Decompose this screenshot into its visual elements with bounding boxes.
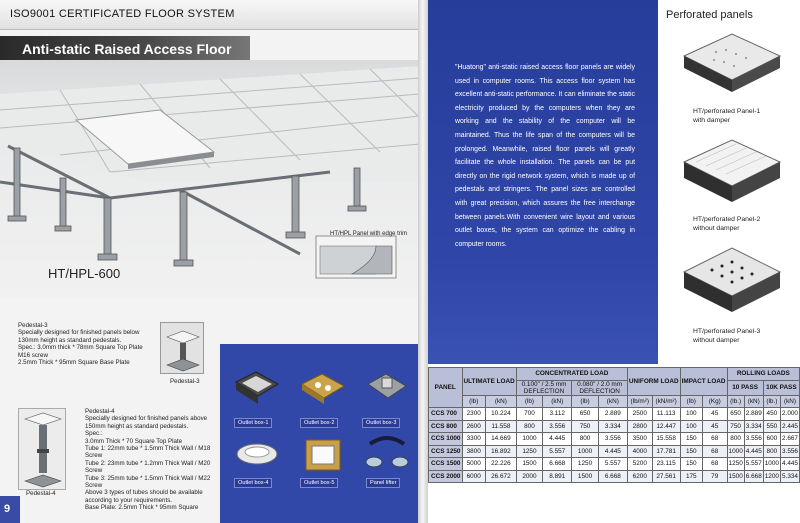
- table-cell: 600: [763, 433, 780, 446]
- table-cell: 6000: [462, 470, 485, 483]
- table-cell: 16.892: [485, 445, 516, 458]
- table-cell: 5.557: [744, 458, 763, 471]
- table-cell: 68: [702, 458, 727, 471]
- table-cell: 4.445: [543, 433, 572, 446]
- outlet-box-2-caption: Outlet box-2: [300, 418, 338, 428]
- table-cell: 550: [763, 420, 780, 433]
- pedestal-4-image: [18, 408, 66, 490]
- outlet-box-2-image: [298, 368, 348, 414]
- table-cell: 3.556: [598, 433, 627, 446]
- spec-line: Screw: [85, 452, 103, 460]
- pedestal-3-caption: Pedestal-3: [170, 378, 200, 385]
- unit-cell: (kN): [485, 395, 516, 408]
- table-cell: 23.115: [652, 458, 680, 471]
- table-cell: 3800: [462, 445, 485, 458]
- pedestal-4-spec: [85, 408, 230, 512]
- spec-line: Above 3 types of tubes should be available: [85, 489, 203, 497]
- table-cell: 3300: [462, 433, 485, 446]
- table-cell: 3500: [627, 433, 652, 446]
- page-number-box: [0, 496, 20, 523]
- table-cell: 6.668: [598, 470, 627, 483]
- spec-line: M16 screw: [18, 351, 48, 359]
- unit-cell: (kN): [780, 395, 799, 408]
- table-cell: 150: [680, 433, 702, 446]
- header-uniform-load: UNIFORM LOAD: [627, 368, 680, 396]
- table-cell: 5200: [627, 458, 652, 471]
- book-spine: [418, 0, 428, 523]
- spec-line: Tube 2: 23mm tube * 1.2mm Thick Wall / M20: [85, 459, 211, 467]
- table-cell: 700: [516, 408, 542, 421]
- table-cell: 5.557: [598, 458, 627, 471]
- table-cell: 2.889: [598, 408, 627, 421]
- header-ultimate-load: ULTIMATE LOAD: [462, 368, 516, 396]
- table-cell: 1200: [763, 470, 780, 483]
- header-impact-load: IMPACT LOAD: [680, 368, 727, 396]
- table-cell: 800: [727, 433, 744, 446]
- panel-lifter-caption: Panel lifter: [366, 478, 400, 488]
- table-cell: 2.000: [780, 408, 799, 421]
- table-cell: 4000: [627, 445, 652, 458]
- outlet-box-5-caption: Outlet box-5: [300, 478, 338, 488]
- table-cell: 4.445: [598, 445, 627, 458]
- table-cell: 4.445: [780, 458, 799, 471]
- spec-line: 130mm height as standard pedestals.: [18, 336, 122, 344]
- panel-name-cell: CCS 700: [429, 408, 463, 421]
- outlet-box-4-image: [232, 434, 282, 480]
- outlet-grid: [220, 344, 420, 523]
- table-cell: 650: [572, 408, 598, 421]
- table-cell: 5.557: [543, 445, 572, 458]
- header-strip: [0, 0, 420, 30]
- perforated-panel-1-caption: [693, 107, 760, 125]
- panel-name-cell: CCS 1500: [429, 458, 463, 471]
- spec-line: 3.0mm Thick * 70 Square Top Plate: [85, 437, 183, 445]
- table-cell: 800: [572, 433, 598, 446]
- table-cell: 3.334: [598, 420, 627, 433]
- inset-label: HT/HPL Panel with edge trim: [330, 231, 408, 237]
- table-cell: 2.445: [780, 420, 799, 433]
- table-cell: 15.558: [652, 433, 680, 446]
- table-cell: 1250: [727, 458, 744, 471]
- table-cell: 1000: [516, 433, 542, 446]
- table-cell: 650: [727, 408, 744, 421]
- unit-cell: (lb.): [727, 395, 744, 408]
- header-deflection-2-0: 0.080" / 2.0 mm DEFLECTION: [572, 380, 628, 395]
- table-row: [429, 470, 800, 483]
- table-cell: 3.556: [744, 433, 763, 446]
- header-concentrated-load: CONCENTRATED LOAD: [516, 368, 627, 381]
- table-cell: 175: [680, 470, 702, 483]
- caption-line: with damper: [693, 117, 731, 124]
- table-cell: 5000: [462, 458, 485, 471]
- outlet-box-3-image: [362, 368, 412, 414]
- spec-line: 2.5mm Thick * 95mm Square Base Plate: [18, 359, 130, 367]
- table-cell: 45: [702, 420, 727, 433]
- unit-cell: (kN): [543, 395, 572, 408]
- table-cell: 2600: [462, 420, 485, 433]
- unit-cell: (kN): [598, 395, 627, 408]
- panel-lifter-image: [362, 432, 412, 478]
- caption-line: without damper: [693, 225, 740, 232]
- table-cell: 2500: [627, 408, 652, 421]
- panel-name-cell: CCS 1250: [429, 445, 463, 458]
- table-cell: 3.112: [543, 408, 572, 421]
- table-body: [429, 408, 800, 483]
- table-cell: 26.672: [485, 470, 516, 483]
- table-cell: 1250: [572, 458, 598, 471]
- table-cell: 1500: [516, 458, 542, 471]
- caption-line: HT/perforated Panel-2: [693, 216, 761, 223]
- table-row: [429, 433, 800, 446]
- table-cell: 10.224: [485, 408, 516, 421]
- table-cell: 68: [702, 445, 727, 458]
- caption-line: HT/perforated Panel-3: [693, 328, 761, 335]
- header-text: ISO9001 CERTIFICATED FLOOR SYSTEM: [10, 8, 235, 20]
- table-cell: 1000: [572, 445, 598, 458]
- table-cell: 800: [763, 445, 780, 458]
- unit-cell: (kN): [744, 395, 763, 408]
- table-cell: 800: [516, 420, 542, 433]
- unit-cell: (lb): [462, 395, 485, 408]
- spec-line: Specially designed for finished panels above: [85, 415, 208, 423]
- unit-cell: (kN/m²): [652, 395, 680, 408]
- page-number: 9: [4, 503, 11, 515]
- table-cell: 100: [680, 408, 702, 421]
- spec-line: Pedestal-3: [18, 322, 48, 329]
- spec-line: Tube 3: 25mm tube * 1.5mm Thick Wall / M22: [85, 474, 211, 482]
- unit-cell: (lb): [516, 395, 542, 408]
- table-row: [429, 445, 800, 458]
- panel-name-cell: CCS 2000: [429, 470, 463, 483]
- unit-cell: (lb/m²): [627, 395, 652, 408]
- table-cell: 2000: [516, 470, 542, 483]
- header-deflection-2-5: 0.100" / 2.5 mm DEFLECTION: [516, 380, 572, 395]
- table-cell: 68: [702, 433, 727, 446]
- table-cell: 5.334: [780, 470, 799, 483]
- table-cell: 150: [680, 445, 702, 458]
- table-cell: 450: [763, 408, 780, 421]
- header-10k-pass: 10K PASS: [763, 380, 799, 395]
- panel-name-cell: CCS 1000: [429, 433, 463, 446]
- pedestal-3-spec: [18, 322, 158, 366]
- table-cell: 11.113: [652, 408, 680, 421]
- perforated-panels-title: Perforated panels: [666, 9, 753, 21]
- outlet-box-3-caption: Outlet box-3: [362, 418, 400, 428]
- spec-line: Spec.: 3.0mm thick * 78mm Square Top Plate: [18, 344, 143, 352]
- table-row: [429, 458, 800, 471]
- table-cell: 2800: [627, 420, 652, 433]
- perforated-panel-1-image: [676, 22, 786, 102]
- spec-line: Spec.:: [85, 430, 103, 438]
- pedestal-4-caption: Pedestal-4: [26, 490, 56, 497]
- spec-line: according to your requirements.: [85, 496, 173, 504]
- unit-cell: (lb.): [763, 395, 780, 408]
- table-cell: 2300: [462, 408, 485, 421]
- table-cell: 1000: [727, 445, 744, 458]
- table-cell: 8.891: [543, 470, 572, 483]
- header-panel: PANEL: [429, 368, 463, 408]
- header-rolling-loads: ROLLING LOADS: [727, 368, 799, 381]
- table-cell: 4.445: [744, 445, 763, 458]
- table-cell: 79: [702, 470, 727, 483]
- perforated-panel-2-image: [676, 132, 786, 212]
- header-10-pass: 10 PASS: [727, 380, 763, 395]
- table-cell: 6.668: [543, 458, 572, 471]
- unit-cell: (lb): [680, 395, 702, 408]
- table-cell: 2.667: [780, 433, 799, 446]
- table-cell: 1000: [763, 458, 780, 471]
- load-spec-table: [428, 367, 800, 483]
- table-cell: 2.889: [744, 408, 763, 421]
- table-cell: 150: [680, 458, 702, 471]
- table-row: [429, 420, 800, 433]
- panel-name-cell: CCS 800: [429, 420, 463, 433]
- table-cell: 22.226: [485, 458, 516, 471]
- pedestal-3-image: [160, 322, 204, 374]
- table-cell: 14.669: [485, 433, 516, 446]
- table-cell: 11.558: [485, 420, 516, 433]
- outlet-box-1-caption: Outlet box-1: [234, 418, 272, 428]
- unit-row: [429, 395, 800, 408]
- table-cell: 1500: [572, 470, 598, 483]
- caption-line: HT/perforated Panel-1: [693, 108, 761, 115]
- outlet-box-1-image: [232, 368, 282, 414]
- table-cell: 3.556: [780, 445, 799, 458]
- table-cell: 27.561: [652, 470, 680, 483]
- perforated-panel-3-caption: [693, 327, 760, 345]
- table-cell: 100: [680, 420, 702, 433]
- table-row: [429, 408, 800, 421]
- spec-line: Specially designed for finished panels below: [18, 329, 140, 337]
- spec-line: Base Plate: 2.5mm Thick * 95mm Square: [85, 504, 199, 512]
- table-cell: 45: [702, 408, 727, 421]
- table-cell: 1250: [516, 445, 542, 458]
- perforated-panel-3-image: [676, 240, 786, 320]
- spec-line: 150mm height as standard pedestals.: [85, 422, 189, 430]
- caption-line: without damper: [693, 337, 740, 344]
- perforated-panel-2-caption: [693, 215, 760, 233]
- intro-text: "Huatong" anti-static raised access floor panels are widely used in computer rooms. This access floor system has excellent anti-static performance. It can eliminate the static electricity produced by the computers when they are working and the stability of the computer will be maintained. Thus the life span of the computers will be prolonged. Meanwhile, raised floor panels will greatly facilitate the whole installation. The panels can be put directly on the rigid network system, which is made up of pedestals and stringers. The panel sizes are controlled with great precision, which assures the free interchange between panels.With convenient wire layout and various outlet boxes, the system can optimize the cabling in computer rooms.: [455, 64, 635, 248]
- unit-cell: (lb): [572, 395, 598, 408]
- page-title: Anti-static Raised Access Floor: [22, 41, 232, 57]
- spec-line: Screw: [85, 482, 103, 490]
- table-cell: 750: [727, 420, 744, 433]
- table-cell: 12.447: [652, 420, 680, 433]
- model-label: HT/HPL-600: [48, 266, 121, 281]
- spec-line: Pedestal-4: [85, 408, 115, 415]
- table-cell: 6200: [627, 470, 652, 483]
- spec-line: Tube 1: 22mm tube * 1.5mm Thick Wall / M18: [85, 445, 211, 453]
- raised-floor-illustration: [0, 60, 420, 298]
- outlet-box-4-caption: Outlet box-4: [234, 478, 272, 488]
- table-cell: 3.334: [744, 420, 763, 433]
- title-bar: [0, 36, 250, 60]
- table-cell: 3.556: [543, 420, 572, 433]
- spec-line: Screw: [85, 467, 103, 475]
- table-cell: 6.668: [744, 470, 763, 483]
- table-cell: 1500: [727, 470, 744, 483]
- outlet-box-5-image: [298, 434, 348, 480]
- floor-photo: [0, 60, 420, 298]
- unit-cell: (Kg): [702, 395, 727, 408]
- table-cell: 17.781: [652, 445, 680, 458]
- table-cell: 750: [572, 420, 598, 433]
